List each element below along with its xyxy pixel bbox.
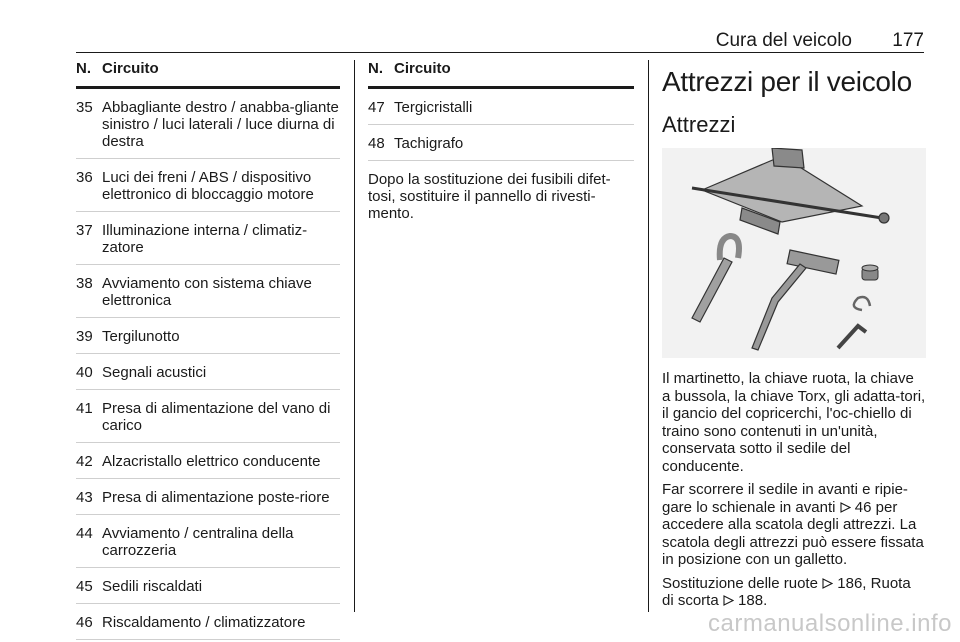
fuse-number: 43 [76,489,93,506]
tools-section [662,60,926,610]
fuse-number: 42 [76,453,93,470]
triangle-right-icon [840,502,851,513]
table-row [76,515,340,568]
col-header-n: N. [76,60,91,77]
column-divider [648,60,649,612]
triangle-right-icon [723,595,734,606]
table-row [76,443,340,479]
circuit-description: Avviamento con sistema chiave elettronica [102,275,312,309]
vehicle-tools-illustration [662,148,926,358]
table-row [76,159,340,212]
watermark: carmanualsonline.info [708,610,952,637]
circuit-description: Avviamento / centralina della carrozzeria [102,525,294,559]
table-row [76,89,340,159]
table-header [368,60,634,89]
table-row [368,125,634,161]
fuse-number: 35 [76,99,93,116]
table-row [76,212,340,265]
col-header-n: N. [368,60,383,77]
table-row [76,479,340,515]
circuit-description: Sedili riscaldati [102,578,203,595]
circuit-description: Alzacristallo elettrico conducente [102,453,321,470]
tools-paragraph-1: Il martinetto, la chiave ruota, la chiave a bussola, la chiave Torx, gli adatta-tori, il gancio del copricerchi, l'oc-chiello di traino sono contenuti in un'unità, conservata sotto il sedile del conducente. [662,370,926,475]
column-divider [354,60,355,612]
col-header-circuit: Circuito [394,60,451,77]
fuse-number: 36 [76,169,93,186]
circuit-description: Abbagliante destro / anabba-gliante sinistro / luci laterali / luce diurna di destra [102,99,339,150]
table-row [76,568,340,604]
tools-paragraph-2: Far scorrere il sedile in avanti e ripie-gare lo schienale in avanti 46 per accedere alla scatola degli attrezzi. La scatola degli attrezzi può essere fissata in posizione con un galletto. [662,481,924,568]
circuit-description: Presa di alimentazione poste-riore [102,489,330,506]
triangle-right-icon [822,578,833,589]
table-row [76,265,340,318]
fuse-table-2 [368,60,634,222]
col-header-circuit: Circuito [102,60,159,77]
fuse-number: 39 [76,328,93,345]
circuit-description: Riscaldamento / climatizzatore [102,614,306,631]
fuse-number: 40 [76,364,93,381]
page-header [76,28,924,53]
fuse-number: 41 [76,400,93,417]
table-header [76,60,340,89]
fuse-note: Dopo la sostituzione dei fusibili difet-tosi, sostituire il pannello di rivesti-mento. [368,171,611,222]
section-subtitle: Attrezzi [662,112,736,137]
section-title: Attrezzi per il veicolo [662,66,912,97]
page-number: 177 [892,30,924,51]
header-title: Cura del veicolo [715,30,852,51]
fuse-number: 47 [368,99,385,116]
circuit-description: Tergilunotto [102,328,180,345]
fuse-number: 46 [76,614,93,631]
circuit-description: Tachigrafo [394,135,464,152]
circuit-description: Tergicristalli [394,99,473,116]
circuit-description: Luci dei freni / ABS / dispositivo elettronico di bloccaggio motore [102,169,314,203]
circuit-description: Illuminazione interna / climatiz-zatore [102,222,308,256]
fuse-number: 37 [76,222,93,239]
circuit-description: Presa di alimentazione del vano di carico [102,400,331,434]
tools-paragraph-3: Sostituzione delle ruote 186, Ruota di scorta 188. [662,574,911,609]
table-row [76,354,340,390]
table-row [76,604,340,640]
fuse-number: 44 [76,525,93,542]
fuse-number: 48 [368,135,385,152]
circuit-description: Segnali acustici [102,364,207,381]
table-row [76,318,340,354]
fuse-table-1 [76,60,340,640]
table-row [368,89,634,125]
fuse-number: 38 [76,275,93,292]
fuse-number: 45 [76,578,93,595]
table-row [76,390,340,443]
